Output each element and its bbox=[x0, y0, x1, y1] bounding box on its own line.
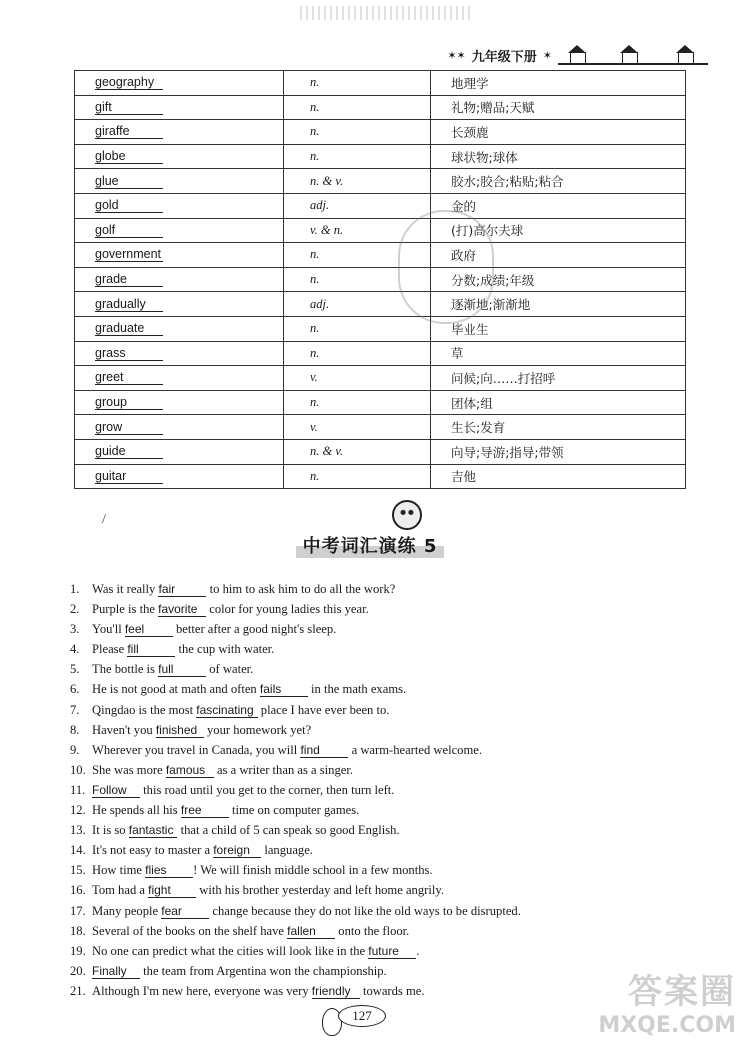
exercise-text-after: to him to ask him to do all the work? bbox=[206, 582, 396, 596]
stamp-mark bbox=[398, 210, 494, 324]
answer-blank: friendly bbox=[312, 985, 360, 999]
pos-cell: adj. bbox=[284, 292, 431, 317]
exercise-item bbox=[70, 659, 521, 679]
word-cell: gold bbox=[75, 193, 284, 218]
exercise-text-after: better after a good night's sleep. bbox=[172, 622, 337, 637]
exercise-item bbox=[70, 639, 521, 659]
pos-cell: n. & v. bbox=[284, 169, 431, 194]
exercise-item bbox=[70, 921, 521, 941]
scan-marks bbox=[300, 6, 470, 20]
table-row bbox=[75, 120, 686, 145]
table-row bbox=[75, 95, 686, 120]
exercise-number: 6. bbox=[70, 682, 80, 697]
exercise-text-after: this road until you get to the corner, then turn left. bbox=[140, 782, 395, 797]
exercise-number: 19. bbox=[70, 943, 86, 958]
pos-cell: n. bbox=[284, 120, 431, 145]
exercise-item bbox=[70, 961, 521, 981]
meaning-cell: 政府 bbox=[431, 243, 686, 268]
answer-blank: fear bbox=[161, 905, 209, 919]
meaning-cell: 球状物;球体 bbox=[431, 144, 686, 169]
exercise-text-after: . bbox=[416, 943, 420, 958]
exercise-text-before: Haven't you bbox=[92, 722, 156, 737]
answer-blank: free bbox=[181, 804, 229, 818]
grade-label: 九年级下册 bbox=[471, 49, 537, 65]
exercise-number: 16. bbox=[70, 883, 86, 898]
exercise-text-after: time on computer games. bbox=[228, 803, 360, 818]
table-row bbox=[75, 390, 686, 415]
exercise-text-after: ! We will finish middle school in a few months. bbox=[193, 863, 433, 878]
pos-cell: n. bbox=[284, 390, 431, 415]
exercise-text-after: in the math exams. bbox=[307, 682, 407, 697]
exercise-item bbox=[70, 840, 521, 860]
pos-cell: n. bbox=[284, 267, 431, 292]
exercise-number: 10. bbox=[70, 762, 86, 777]
exercise-item bbox=[70, 599, 521, 619]
section-title: 中考词汇演练 5 bbox=[300, 532, 440, 556]
exercise-number: 12. bbox=[70, 803, 86, 818]
village-decoration bbox=[558, 45, 708, 65]
answer-blank: finished bbox=[156, 724, 204, 738]
exercise-text-before: He is not good at math and often bbox=[92, 682, 260, 697]
pos-cell: v. bbox=[284, 366, 431, 391]
word-cell: greet bbox=[75, 366, 284, 391]
answer-blank: find bbox=[300, 744, 348, 758]
word-cell: globe bbox=[75, 144, 284, 169]
word-cell: geography bbox=[75, 71, 284, 96]
exercise-text-after: towards me. bbox=[359, 983, 425, 998]
answer-blank: fair bbox=[158, 583, 206, 597]
exercise-number: 21. bbox=[70, 983, 86, 998]
exercise-text-before: Although I'm new here, everyone was very bbox=[92, 983, 312, 998]
meaning-cell: 分数;成绩;年级 bbox=[431, 267, 686, 292]
exercise-number: 20. bbox=[70, 963, 86, 978]
table-row bbox=[75, 144, 686, 169]
exercise-list bbox=[70, 579, 521, 1001]
exercise-text-before: Many people bbox=[92, 903, 162, 918]
exercise-text-before: Tom had a bbox=[92, 883, 149, 898]
exercise-text-before: Purple is the bbox=[92, 602, 159, 617]
table-row bbox=[75, 267, 686, 292]
exercise-item bbox=[70, 740, 521, 760]
answer-blank: fascinating bbox=[196, 704, 257, 718]
exercise-number: 5. bbox=[70, 662, 80, 677]
exercise-number: 8. bbox=[70, 722, 80, 737]
exercise-number: 9. bbox=[70, 742, 80, 757]
meaning-cell: 生长;发育 bbox=[431, 415, 686, 440]
meaning-cell: 逐渐地;渐渐地 bbox=[431, 292, 686, 317]
star-icon: ✶✶ bbox=[447, 48, 466, 62]
pos-cell: n. bbox=[284, 71, 431, 96]
page-number: 127 bbox=[338, 1005, 386, 1027]
answer-blank: favorite bbox=[158, 603, 206, 617]
meaning-cell: 金的 bbox=[431, 193, 686, 218]
exercise-item bbox=[70, 941, 521, 961]
pos-cell: n. & v. bbox=[284, 439, 431, 464]
exercise-text-after: onto the floor. bbox=[335, 923, 410, 938]
exercise-text-before: Several of the books on the shelf have bbox=[92, 923, 288, 938]
exercise-item bbox=[70, 901, 521, 921]
watermark: 答案圈 MXQE.COM bbox=[598, 972, 736, 1038]
exercise-text-before: Please bbox=[92, 642, 128, 657]
word-cell: government bbox=[75, 243, 284, 268]
meaning-cell: 胶水;胶合;粘贴;粘合 bbox=[431, 169, 686, 194]
meaning-cell: 毕业生 bbox=[431, 316, 686, 341]
answer-blank: fill bbox=[127, 643, 175, 657]
answer-blank: Finally bbox=[92, 965, 140, 979]
exercise-text-before: He spends all his bbox=[92, 803, 181, 818]
meaning-cell: 草 bbox=[431, 341, 686, 366]
exercise-text-before: It's not easy to master a bbox=[92, 843, 214, 858]
exercise-item bbox=[70, 579, 521, 599]
word-cell: group bbox=[75, 390, 284, 415]
exercise-number: 2. bbox=[70, 602, 80, 617]
word-cell: gift bbox=[75, 95, 284, 120]
meaning-cell: 吉他 bbox=[431, 464, 686, 489]
exercise-text-after: language. bbox=[261, 843, 313, 858]
exercise-text-before: She was more bbox=[92, 762, 166, 777]
exercise-item bbox=[70, 760, 521, 780]
meaning-cell: 问候;向……打招呼 bbox=[431, 366, 686, 391]
answer-blank: fantastic bbox=[129, 824, 178, 838]
exercise-item bbox=[70, 619, 521, 639]
exercise-text-after: change because they do not like the old ways to be disrupted. bbox=[209, 903, 521, 918]
word-cell: guitar bbox=[75, 464, 284, 489]
exercise-item bbox=[70, 720, 521, 740]
exercise-text-after: the team from Argentina won the championship. bbox=[140, 963, 387, 978]
answer-blank: famous bbox=[166, 764, 214, 778]
table-row bbox=[75, 341, 686, 366]
word-cell: grade bbox=[75, 267, 284, 292]
exercise-item bbox=[70, 820, 521, 840]
exercise-number: 13. bbox=[70, 823, 86, 838]
exercise-item bbox=[70, 860, 521, 880]
exercise-text-before: You'll bbox=[92, 622, 125, 637]
exercise-number: 14. bbox=[70, 843, 86, 858]
exercise-item bbox=[70, 981, 521, 1001]
table-row bbox=[75, 169, 686, 194]
meaning-cell: (打)高尔夫球 bbox=[431, 218, 686, 243]
exercise-number: 17. bbox=[70, 903, 86, 918]
answer-blank: foreign bbox=[213, 844, 261, 858]
exercise-text-before: How time bbox=[92, 863, 146, 878]
table-row bbox=[75, 218, 686, 243]
pos-cell: adj. bbox=[284, 193, 431, 218]
exercise-number: 3. bbox=[70, 622, 80, 637]
table-row bbox=[75, 316, 686, 341]
word-cell: guide bbox=[75, 439, 284, 464]
meaning-cell: 团体;组 bbox=[431, 390, 686, 415]
table-row bbox=[75, 439, 686, 464]
pos-cell: v. & n. bbox=[284, 218, 431, 243]
pen-mark: / bbox=[102, 512, 106, 527]
table-row bbox=[75, 366, 686, 391]
exercise-item bbox=[70, 780, 521, 800]
answer-blank: Follow bbox=[92, 784, 140, 798]
answer-blank: full bbox=[158, 663, 206, 677]
answer-blank: fight bbox=[148, 884, 196, 898]
exercise-item bbox=[70, 880, 521, 900]
answer-blank: feel bbox=[125, 623, 173, 637]
table-row bbox=[75, 415, 686, 440]
exercise-text-before: It is so bbox=[92, 823, 129, 838]
exercise-text-before: Was it really bbox=[92, 582, 159, 596]
answer-blank: future bbox=[368, 945, 416, 959]
page-header bbox=[447, 44, 708, 66]
exercise-number: 4. bbox=[70, 642, 80, 657]
pos-cell: n. bbox=[284, 464, 431, 489]
word-cell: glue bbox=[75, 169, 284, 194]
vocabulary-table bbox=[74, 70, 686, 489]
star-icon: ✶ bbox=[542, 48, 552, 62]
exercise-number: 15. bbox=[70, 863, 86, 878]
exercise-number: 1. bbox=[70, 582, 80, 596]
exercise-number: 11. bbox=[70, 782, 86, 797]
pos-cell: n. bbox=[284, 95, 431, 120]
meaning-cell: 长颈鹿 bbox=[431, 120, 686, 145]
table-row bbox=[75, 193, 686, 218]
exercise-item bbox=[70, 679, 521, 699]
exercise-text-before: The bottle is bbox=[92, 662, 159, 677]
meaning-cell: 礼物;赠品;天赋 bbox=[431, 95, 686, 120]
pos-cell: n. bbox=[284, 341, 431, 366]
exercise-text-after: color for young ladies this year. bbox=[206, 602, 369, 617]
exercise-item bbox=[70, 700, 521, 720]
meaning-cell: 向导;导游;指导;带领 bbox=[431, 439, 686, 464]
exercise-text-after: your homework yet? bbox=[203, 722, 312, 737]
pos-cell: n. bbox=[284, 243, 431, 268]
meaning-cell: 地理学 bbox=[431, 71, 686, 96]
answer-blank: fails bbox=[260, 683, 308, 697]
exercise-text-before: Wherever you travel in Canada, you will bbox=[92, 742, 301, 757]
word-cell: grow bbox=[75, 415, 284, 440]
exercise-text-after: with his brother yesterday and left home angrily. bbox=[196, 883, 444, 898]
exercise-number: 7. bbox=[70, 702, 80, 717]
exercise-text-after: place I have ever been to. bbox=[257, 702, 390, 717]
exercise-text-before: No one can predict what the cities will look like in the bbox=[92, 943, 369, 958]
table-row bbox=[75, 243, 686, 268]
word-cell: grass bbox=[75, 341, 284, 366]
word-cell: golf bbox=[75, 218, 284, 243]
exercise-text-after: of water. bbox=[206, 662, 254, 677]
answer-blank: fallen bbox=[287, 925, 335, 939]
exercise-item bbox=[70, 800, 521, 820]
table-row bbox=[75, 464, 686, 489]
exercise-text-after: as a writer than as a singer. bbox=[213, 762, 353, 777]
pos-cell: n. bbox=[284, 316, 431, 341]
table-row bbox=[75, 292, 686, 317]
exercise-text-after: that a child of 5 can speak so good English. bbox=[177, 823, 400, 838]
mascot-icon bbox=[392, 500, 422, 530]
table-row bbox=[75, 71, 686, 96]
exercise-text-after: a warm-hearted welcome. bbox=[348, 742, 483, 757]
word-cell: gradually bbox=[75, 292, 284, 317]
answer-blank: flies bbox=[145, 864, 193, 878]
word-cell: giraffe bbox=[75, 120, 284, 145]
pos-cell: n. bbox=[284, 144, 431, 169]
exercise-text-before: Qingdao is the most bbox=[92, 702, 197, 717]
exercise-number: 18. bbox=[70, 923, 86, 938]
exercise-text-after: the cup with water. bbox=[175, 642, 275, 657]
word-cell: graduate bbox=[75, 316, 284, 341]
pos-cell: v. bbox=[284, 415, 431, 440]
